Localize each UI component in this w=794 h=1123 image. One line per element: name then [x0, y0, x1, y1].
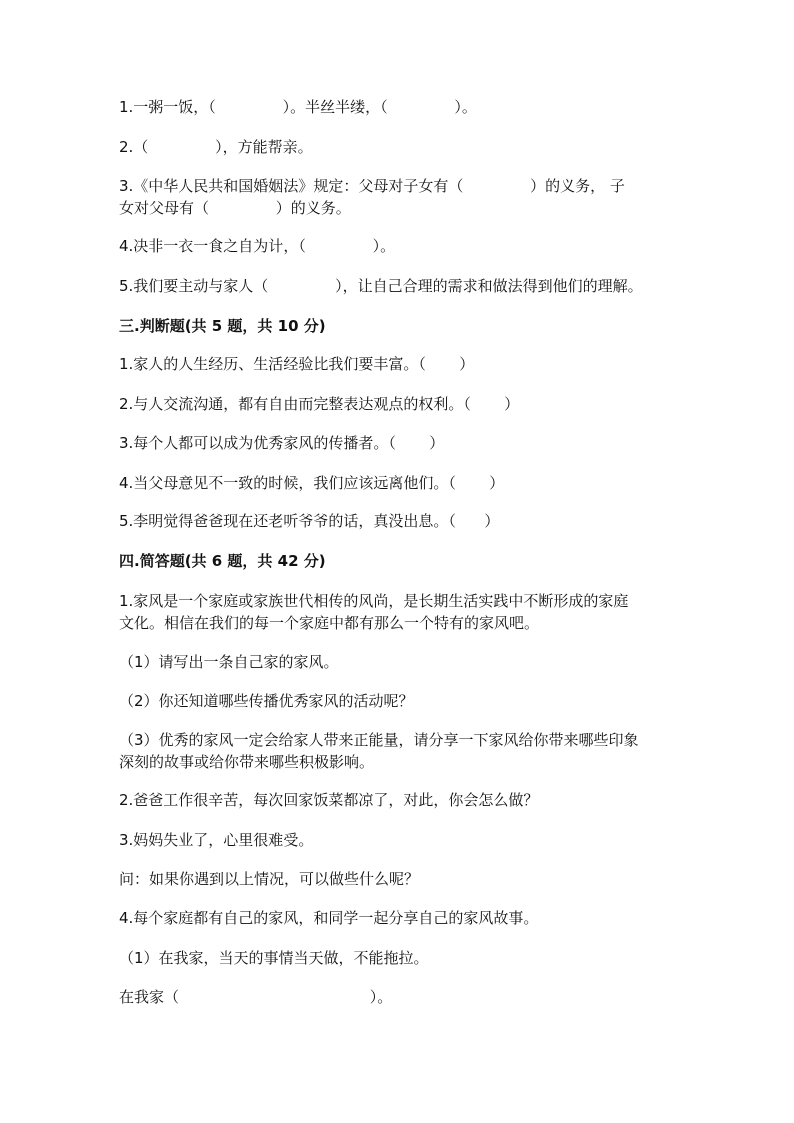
short-answer-2: 2.爸爸工作很辛苦，每次回家饭菜都凉了，对此，你会怎么做？ [119, 791, 539, 809]
short-answer-1-sub-3-line-1: （3）优秀的家风一定会给家人带来正能量，请分享一下家风给你带来哪些印象 [119, 731, 639, 749]
fill-in-question-3-line-1: 3.《中华人民共和国婚姻法》规定：父母对子女有（ ）的义务， 子 [119, 177, 625, 195]
judgement-question-5: 5.李明觉得爸爸现在还老听爷爷的话，真没出息。（ ） [119, 512, 500, 530]
short-answer-1-line-1: 1.家风是一个家庭或家族世代相传的风尚，是长期生活实践中不断形成的家庭 [119, 592, 629, 610]
fill-in-question-1: 1.一粥一饭，（ ）。半丝半缕，（ ）。 [119, 98, 477, 116]
judgement-question-1: 1.家人的人生经历、生活经验比我们要丰富。（ ） [119, 355, 475, 373]
judgement-question-2: 2.与人交流沟通，都有自由而完整表达观点的权利。（ ） [119, 395, 520, 413]
fill-in-question-5: 5.我们要主动与家人（ ），让自己合理的需求和做法得到他们的理解。 [119, 277, 643, 295]
fill-in-question-2: 2.（ ），方能帮亲。 [119, 138, 313, 156]
section-4-title: 四.简答题(共 6 题，共 42 分) [119, 552, 326, 570]
short-answer-4-sub-1: （1）在我家，当天的事情当天做，不能拖拉。 [119, 949, 429, 967]
short-answer-4: 4.每个家庭都有自己的家风，和同学一起分享自己的家风故事。 [119, 909, 539, 927]
fill-in-question-4: 4.决非一衣一食之自为计，（ ）。 [119, 237, 396, 255]
short-answer-1-line-2: 文化。相信在我们的每一个家庭中都有那么一个特有的家风吧。 [119, 614, 540, 632]
judgement-question-4: 4.当父母意见不一致的时候，我们应该远离他们。（ ） [119, 474, 505, 492]
short-answer-1-sub-1: （1）请写出一条自己家的家风。 [119, 653, 339, 671]
fill-in-question-3-line-2: 女对父母有（ ）的义务。 [119, 199, 351, 217]
section-3-title: 三.判断题(共 5 题，共 10 分) [119, 317, 326, 335]
short-answer-1-sub-3-line-2: 深刻的故事或给你带来哪些积极影响。 [119, 753, 375, 771]
short-answer-3: 3.妈妈失业了，心里很难受。 [119, 831, 314, 849]
judgement-question-3: 3.每个人都可以成为优秀家风的传播者。（ ） [119, 434, 445, 452]
short-answer-4-fill: 在我家（ ）。 [119, 988, 393, 1006]
short-answer-3-question: 问：如果你遇到以上情况，可以做些什么呢？ [119, 870, 420, 888]
short-answer-1-sub-2: （2）你还知道哪些传播优秀家风的活动呢？ [119, 692, 414, 710]
